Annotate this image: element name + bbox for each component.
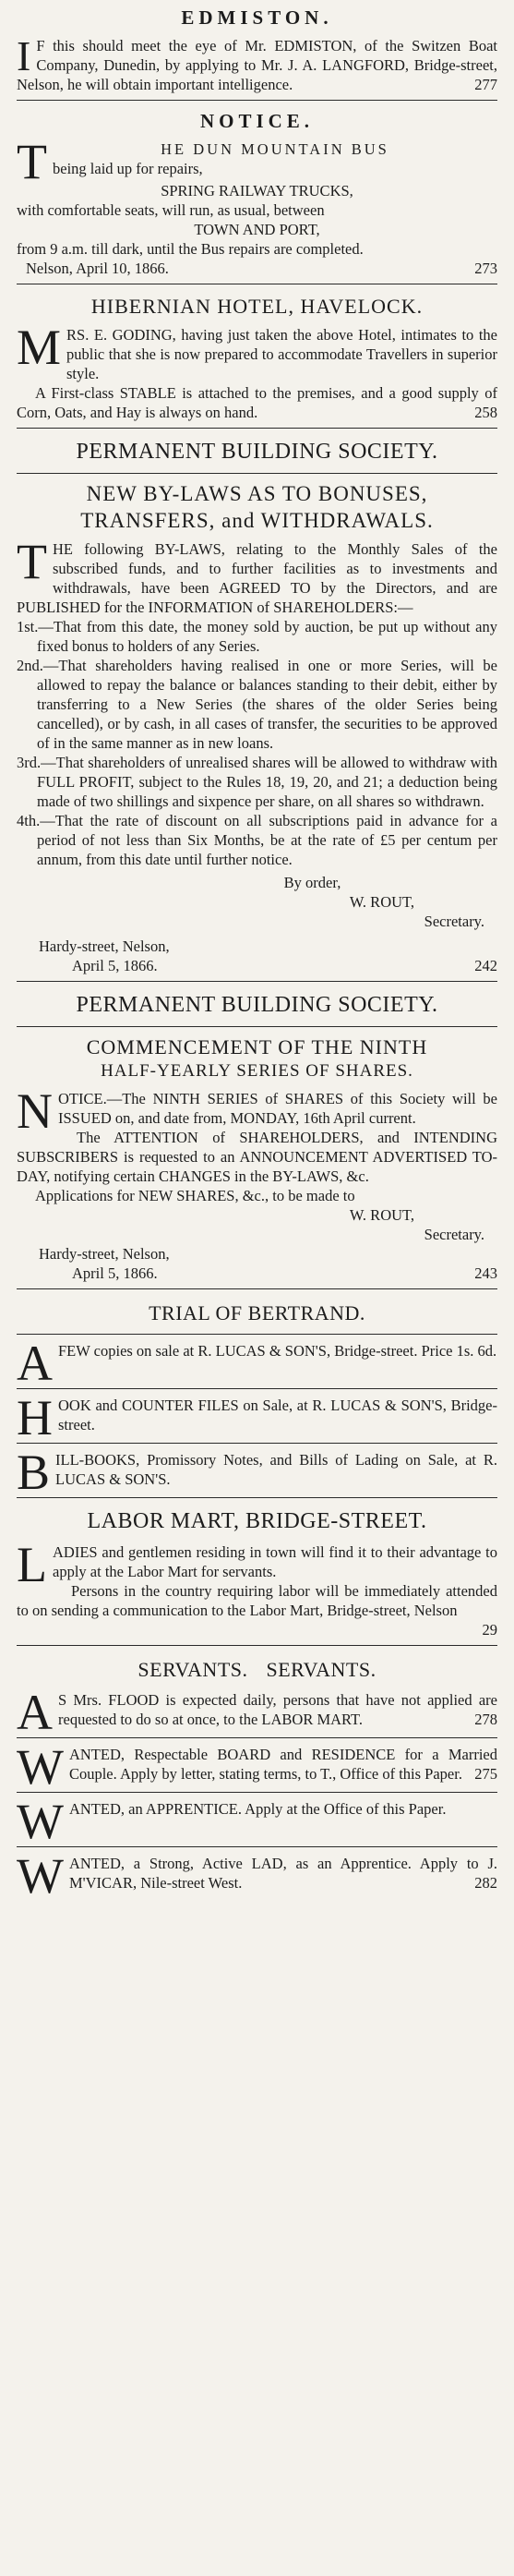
ad-date: Nelson, April 10, 1866. bbox=[26, 260, 169, 277]
divider bbox=[17, 1443, 497, 1444]
signer: W. ROUT, bbox=[349, 1206, 414, 1224]
divider bbox=[17, 473, 497, 474]
ad-line: TOWN AND PORT, bbox=[194, 221, 320, 238]
divider bbox=[17, 1497, 497, 1498]
ad-number: 282 bbox=[474, 1874, 497, 1892]
drop-cap: W bbox=[17, 1745, 64, 1786]
ad-number: 243 bbox=[474, 1264, 497, 1282]
ad-title: NOTICE. bbox=[199, 110, 315, 132]
ad-body: ANTED, a Strong, Active LAD, as an Apprentice. Apply to J. M'VICAR, Nile-street West. bbox=[68, 1855, 497, 1892]
ad-wanted-lad bbox=[17, 1854, 497, 1895]
ad-subtitle: COMMENCEMENT OF THE NINTH bbox=[86, 1035, 428, 1058]
ad-hook-files bbox=[17, 1396, 497, 1437]
drop-cap: A bbox=[17, 1685, 53, 1732]
divider bbox=[17, 1026, 497, 1027]
ad-body: FEW copies on sale at R. LUCAS & SON'S, Bridge-street. Price 1s. 6d. bbox=[58, 1342, 497, 1360]
ad-number: 242 bbox=[474, 957, 497, 974]
ad-body: ADIES and gentlemen residing in town will find it to their advantage to apply at the Labor Mart for servants. bbox=[53, 1543, 497, 1580]
ad-body: ANTED, Respectable BOARD and RESIDENCE for a Married Couple. Apply by letter, stating terms, to T., Office of this Paper. bbox=[68, 1746, 497, 1783]
drop-cap: W bbox=[17, 1854, 64, 1895]
ad-body: RS. E. GODING, having just taken the above Hotel, intimates to the public that she is now prepared to accommodate Travellers in superior style. bbox=[66, 326, 497, 382]
ad-title: EDMISTON. bbox=[181, 6, 333, 29]
ad-line: being laid up for repairs, bbox=[53, 160, 203, 177]
bylaw-item: 1st.—That from this date, the money sold by auction, be put up without any fixed bonus to holders of any Series. bbox=[17, 618, 497, 655]
drop-cap: M bbox=[17, 320, 62, 375]
ad-title: TRIAL OF BERTRAND. bbox=[149, 1301, 365, 1324]
signer: W. ROUT, bbox=[349, 893, 414, 911]
ad-line: HE DUN MOUNTAIN BUS bbox=[161, 140, 389, 158]
drop-cap: T bbox=[17, 534, 47, 589]
ad-body: ILL-BOOKS, Promissory Notes, and Bills of Lading on Sale, at R. LUCAS & SON'S. bbox=[55, 1451, 497, 1488]
ad-body: OTICE.—The NINTH SERIES of SHARES of this Society will be ISSUED on, and date from, MONDAY, 16th April current. bbox=[58, 1090, 497, 1127]
ad-subtitle: TRANSFERS, and WITHDRAWALS. bbox=[80, 509, 434, 532]
ad-title: HIBERNIAN HOTEL, HAVELOCK. bbox=[90, 295, 424, 318]
ad-title: SERVANTS. SERVANTS. bbox=[137, 1658, 377, 1681]
ad-building-society-bylaws bbox=[17, 435, 497, 975]
ad-body: The ATTENTION of SHAREHOLDERS, and INTENDING SUBSCRIBERS is requested to an ANNOUNCEMENT ADVERTISED TO-DAY, notifying certain CHANGES in the BY-LAWS, &c. bbox=[17, 1129, 497, 1185]
drop-cap: T bbox=[17, 139, 47, 181]
ad-title: PERMANENT BUILDING SOCIETY. bbox=[76, 993, 438, 1017]
drop-cap: B bbox=[17, 1450, 51, 1492]
ad-labor-mart bbox=[17, 1505, 497, 1639]
signer-role: Secretary. bbox=[424, 913, 484, 930]
ad-number: 258 bbox=[474, 404, 497, 421]
divider bbox=[17, 1388, 497, 1389]
ad-body: S Mrs. FLOOD is expected daily, persons that have not applied are requested to do so at once, to the LABOR MART. bbox=[58, 1691, 497, 1728]
ad-number: 275 bbox=[474, 1765, 497, 1783]
bylaw-item: 4th.—That the rate of discount on all subscriptions paid in advance for a period of not less than Six Months, be at the rate of £5 per centum per annum, from this date until further notice. bbox=[17, 812, 497, 868]
divider bbox=[17, 1792, 497, 1793]
ad-number: 273 bbox=[474, 260, 497, 277]
ad-body: HE following BY-LAWS, relating to the Monthly Sales of the subscribed funds, and to further facilities as to investments and withdrawals, have been AGREED TO by the Directors, and are PUBLISHED for the INFORMATION of SHAREHOLDERS:— bbox=[17, 540, 497, 616]
ad-line: with comfortable seats, will run, as usual, between bbox=[17, 201, 325, 219]
divider bbox=[17, 100, 497, 101]
bylaw-item: 2nd.—That shareholders having realised in one or more Series, will be allowed to repay the balance or balances standing to their debit, either by transferring to a New Series (the shares of the older Series being cancelled), or by cash, in all cases of transfer, the securities to be approved of in the same manner as in new loans. bbox=[17, 657, 497, 752]
ad-subtitle: NEW BY-LAWS AS TO BONUSES, bbox=[86, 482, 428, 505]
ad-bill-books bbox=[17, 1450, 497, 1492]
ad-number: 29 bbox=[482, 1621, 497, 1639]
ad-edmiston bbox=[17, 4, 497, 94]
divider bbox=[17, 1846, 497, 1847]
ad-trial-of-bertrand bbox=[17, 1296, 497, 1383]
drop-cap: N bbox=[17, 1083, 53, 1139]
ad-body: F this should meet the eye of Mr. EDMISTON, of the Switzen Boat Company, Dunedin, by applying to Mr. J. A. LANGFORD, Bridge-street, Nelson, he will obtain important intelligence. bbox=[17, 37, 497, 93]
ad-notice-bus bbox=[17, 107, 497, 278]
ad-line: SPRING RAILWAY TRUCKS, bbox=[161, 182, 353, 200]
drop-cap: H bbox=[17, 1396, 53, 1437]
ad-body: Applications for NEW SHARES, &c., to be made to bbox=[35, 1187, 355, 1204]
ad-title: LABOR MART, BRIDGE-STREET. bbox=[87, 1509, 427, 1533]
divider bbox=[17, 1737, 497, 1738]
ad-subtitle: HALF-YEARLY SERIES OF SHARES. bbox=[101, 1061, 413, 1081]
ad-hibernian-hotel bbox=[17, 291, 497, 422]
drop-cap: W bbox=[17, 1799, 64, 1841]
ad-body: OOK and COUNTER FILES on Sale, at R. LUCAS & SON'S, Bridge-street. bbox=[58, 1397, 497, 1433]
ad-place: Hardy-street, Nelson, bbox=[39, 1245, 170, 1263]
drop-cap: L bbox=[17, 1537, 47, 1592]
ad-date: April 5, 1866. bbox=[72, 1264, 158, 1282]
divider bbox=[17, 981, 497, 982]
ad-body: A First-class STABLE is attached to the premises, and a good supply of Corn, Oats, and Hay is always on hand. bbox=[17, 384, 497, 421]
ad-title: PERMANENT BUILDING SOCIETY. bbox=[76, 440, 438, 464]
ad-number: 278 bbox=[474, 1711, 497, 1728]
ad-servants bbox=[17, 1652, 497, 1732]
ad-body: ANTED, an APPRENTICE. Apply at the Office of this Paper. bbox=[68, 1800, 447, 1818]
ad-wanted-apprentice bbox=[17, 1799, 497, 1841]
ad-number: 277 bbox=[474, 76, 497, 93]
ad-line: from 9 a.m. till dark, until the Bus repairs are completed. bbox=[17, 240, 364, 258]
ad-place: Hardy-street, Nelson, bbox=[39, 937, 170, 955]
drop-cap: I bbox=[17, 32, 31, 79]
divider bbox=[17, 428, 497, 429]
ad-date: April 5, 1866. bbox=[72, 957, 158, 974]
ad-body: Persons in the country requiring labor will be immediately attended to on sending a communication to the Labor Mart, Bridge-street, Nelson bbox=[17, 1582, 497, 1619]
bylaw-item: 3rd.—That shareholders of unrealised shares will be allowed to withdraw with FULL PROFIT, subject to the Rules 18, 19, 20, and 21; a deduction being made of two shillings and sixpence per share, on all shares so withdrawn. bbox=[17, 754, 497, 810]
ad-wanted-board bbox=[17, 1745, 497, 1786]
signer-role: Secretary. bbox=[424, 1226, 484, 1243]
drop-cap: A bbox=[17, 1336, 53, 1383]
divider bbox=[17, 1288, 497, 1289]
divider bbox=[17, 1334, 497, 1335]
by-order: By order, bbox=[283, 874, 341, 891]
ad-building-society-ninth-series bbox=[17, 988, 497, 1283]
divider bbox=[17, 1645, 497, 1646]
